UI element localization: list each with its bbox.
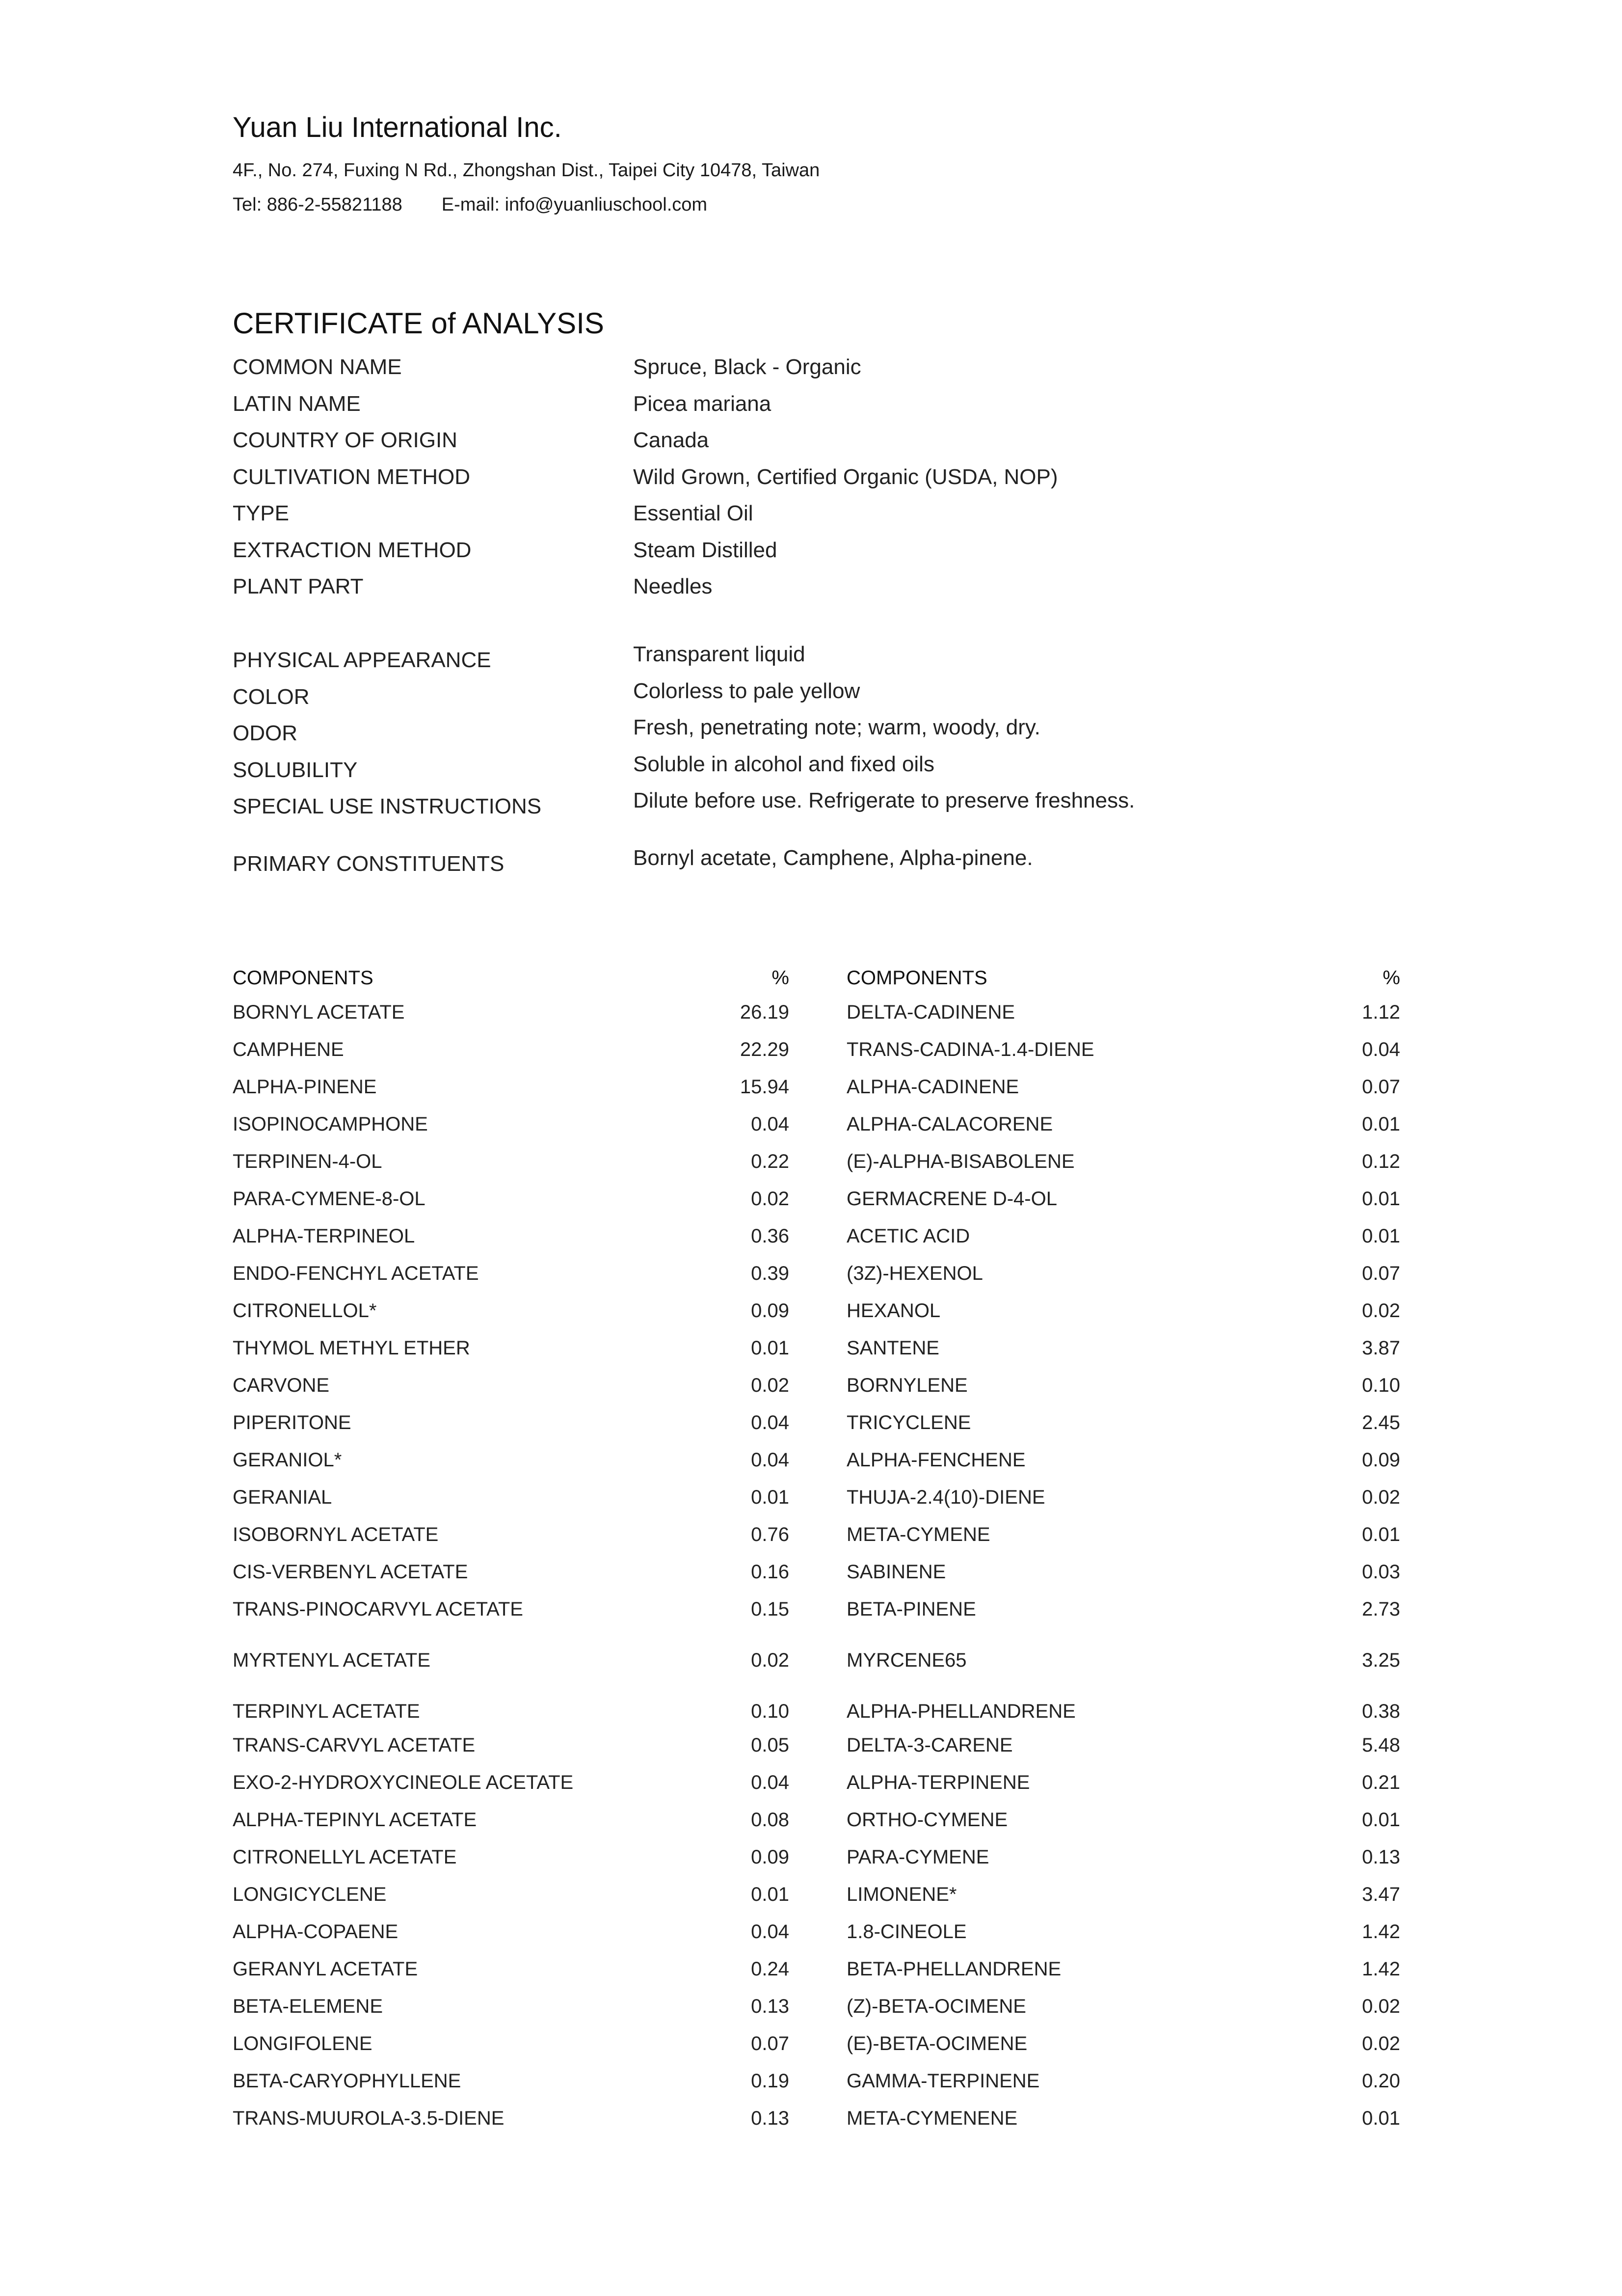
component-percent: 0.09 [1362, 1449, 1400, 1471]
component-name: PARA-CYMENE-8-OL [233, 1188, 425, 1210]
component-percent: 0.12 [1362, 1151, 1400, 1172]
company-name: Yuan Liu International Inc. [233, 111, 562, 143]
component-percent: 0.10 [751, 1701, 789, 1722]
component-name: LIMONENE* [847, 1884, 957, 1905]
component-name: META-CYMENE [847, 1524, 990, 1545]
component-name: GAMMA-TERPINENE [847, 2070, 1040, 2092]
component-name: TRANS-CADINA-1.4-DIENE [847, 1039, 1094, 1060]
component-name: (Z)-BETA-OCIMENE [847, 1996, 1026, 2017]
component-name: GERMACRENE D-4-OL [847, 1188, 1057, 1210]
component-name: GERANYL ACETATE [233, 1958, 418, 1980]
component-percent: 3.47 [1362, 1884, 1400, 1905]
component-percent: 1.42 [1362, 1921, 1400, 1943]
component-name: LONGIFOLENE [233, 2033, 372, 2054]
property-label: ODOR [233, 721, 297, 745]
property-value: Fresh, penetrating note; warm, woody, dry. [633, 715, 1040, 739]
component-percent: 0.08 [751, 1809, 789, 1831]
component-percent: 3.25 [1362, 1649, 1400, 1671]
component-name: ALPHA-PINENE [233, 1076, 377, 1098]
component-percent: 0.04 [751, 1449, 789, 1471]
component-percent: 0.01 [1362, 1113, 1400, 1135]
component-name: 1.8-CINEOLE [847, 1921, 967, 1943]
property-label: PLANT PART [233, 574, 364, 598]
component-percent: 0.02 [1362, 1300, 1400, 1322]
component-name: THUJA-2.4(10)-DIENE [847, 1486, 1045, 1508]
component-percent: 0.01 [1362, 1225, 1400, 1247]
component-percent: 0.02 [1362, 2033, 1400, 2054]
component-name: ENDO-FENCHYL ACETATE [233, 1263, 479, 1284]
property-label: SPECIAL USE INSTRUCTIONS [233, 794, 542, 818]
component-percent: 0.02 [751, 1188, 789, 1210]
property-value: Dilute before use. Refrigerate to preserve freshness. [633, 788, 1135, 812]
component-name: MYRTENYL ACETATE [233, 1649, 431, 1671]
property-value: Wild Grown, Certified Organic (USDA, NOP) [633, 464, 1058, 489]
component-percent: 0.24 [751, 1958, 789, 1980]
property-label: LATIN NAME [233, 391, 361, 416]
property-value: Steam Distilled [633, 538, 777, 562]
component-percent: 0.19 [751, 2070, 789, 2092]
property-label: COUNTRY OF ORIGIN [233, 428, 457, 452]
component-name: CARVONE [233, 1375, 330, 1396]
component-name: TRICYCLENE [847, 1412, 971, 1433]
property-label: COLOR [233, 684, 310, 709]
component-name: EXO-2-HYDROXYCINEOLE ACETATE [233, 1772, 574, 1793]
property-value: Picea mariana [633, 391, 771, 416]
component-name: BETA-CARYOPHYLLENE [233, 2070, 461, 2092]
component-percent: 22.29 [740, 1039, 789, 1060]
component-percent: 0.07 [751, 2033, 789, 2054]
component-name: BETA-PINENE [847, 1598, 976, 1620]
component-percent: 0.02 [751, 1649, 789, 1671]
component-name: ALPHA-COPAENE [233, 1921, 399, 1943]
component-name: TERPINEN-4-OL [233, 1151, 382, 1172]
component-percent: 0.01 [751, 1486, 789, 1508]
component-name: ISOPINOCAMPHONE [233, 1113, 428, 1135]
component-name: ALPHA-TERPINEOL [233, 1225, 415, 1247]
property-label: PHYSICAL APPEARANCE [233, 648, 491, 672]
property-label: EXTRACTION METHOD [233, 538, 472, 562]
component-percent: 15.94 [740, 1076, 789, 1098]
component-name: SABINENE [847, 1561, 946, 1583]
component-name: CITRONELLOL* [233, 1300, 377, 1322]
property-value: Soluble in alcohol and fixed oils [633, 752, 934, 776]
component-name: ALPHA-PHELLANDRENE [847, 1701, 1076, 1722]
component-percent: 0.10 [1362, 1375, 1400, 1396]
component-name: TERPINYL ACETATE [233, 1701, 420, 1722]
component-percent: 0.39 [751, 1263, 789, 1284]
component-name: LONGICYCLENE [233, 1884, 387, 1905]
component-percent: 0.04 [751, 1772, 789, 1793]
component-percent: 0.38 [1362, 1701, 1400, 1722]
components-header: COMPONENTS [847, 967, 987, 989]
property-value: Needles [633, 574, 713, 598]
property-label: PRIMARY CONSTITUENTS [233, 852, 505, 876]
component-percent: 0.13 [1362, 1846, 1400, 1868]
component-percent: 0.15 [751, 1598, 789, 1620]
component-name: HEXANOL [847, 1300, 941, 1322]
component-name: (E)-BETA-OCIMENE [847, 2033, 1028, 2054]
component-percent: 0.02 [1362, 1996, 1400, 2017]
component-percent: 5.48 [1362, 1734, 1400, 1756]
component-percent: 0.01 [1362, 2107, 1400, 2129]
component-percent: 0.02 [1362, 1486, 1400, 1508]
company-address: 4F., No. 274, Fuxing N Rd., Zhongshan Dist., Taipei City 10478, Taiwan [233, 160, 820, 181]
component-name: CIS-VERBENYL ACETATE [233, 1561, 468, 1583]
component-name: ALPHA-TEPINYL ACETATE [233, 1809, 477, 1831]
component-name: BETA-PHELLANDRENE [847, 1958, 1062, 1980]
component-percent: 0.02 [751, 1375, 789, 1396]
component-name: TRANS-MUUROLA-3.5-DIENE [233, 2107, 505, 2129]
component-percent: 0.01 [1362, 1188, 1400, 1210]
property-value: Bornyl acetate, Camphene, Alpha-pinene. [633, 846, 1033, 870]
component-percent: 0.04 [751, 1412, 789, 1433]
component-percent: 0.03 [1362, 1561, 1400, 1583]
component-percent: 0.09 [751, 1846, 789, 1868]
property-label: TYPE [233, 501, 289, 525]
component-name: ALPHA-CADINENE [847, 1076, 1019, 1098]
company-email: E-mail: info@yuanliuschool.com [441, 194, 708, 215]
component-percent: 0.22 [751, 1151, 789, 1172]
component-percent: 0.01 [1362, 1809, 1400, 1831]
component-percent: 2.73 [1362, 1598, 1400, 1620]
component-percent: 0.36 [751, 1225, 789, 1247]
component-name: SANTENE [847, 1337, 939, 1359]
component-name: (3Z)-HEXENOL [847, 1263, 983, 1284]
component-percent: 0.13 [751, 1996, 789, 2017]
component-percent: 0.16 [751, 1561, 789, 1583]
component-percent: 0.04 [751, 1113, 789, 1135]
property-label: CULTIVATION METHOD [233, 464, 470, 489]
component-percent: 3.87 [1362, 1337, 1400, 1359]
component-name: DELTA-3-CARENE [847, 1734, 1013, 1756]
component-name: ISOBORNYL ACETATE [233, 1524, 439, 1545]
component-percent: 0.13 [751, 2107, 789, 2129]
percent-header: % [1383, 967, 1400, 989]
component-name: DELTA-CADINENE [847, 1001, 1015, 1023]
property-value: Canada [633, 428, 709, 452]
property-value: Colorless to pale yellow [633, 678, 860, 703]
component-name: CITRONELLYL ACETATE [233, 1846, 457, 1868]
component-name: BORNYL ACETATE [233, 1001, 405, 1023]
component-name: TRANS-CARVYL ACETATE [233, 1734, 476, 1756]
component-name: MYRCENE65 [847, 1649, 967, 1671]
component-percent: 0.21 [1362, 1772, 1400, 1793]
property-label: COMMON NAME [233, 355, 402, 379]
component-percent: 0.07 [1362, 1263, 1400, 1284]
percent-header: % [771, 967, 789, 989]
component-percent: 0.01 [1362, 1524, 1400, 1545]
component-percent: 1.12 [1362, 1001, 1400, 1023]
component-percent: 0.01 [751, 1337, 789, 1359]
component-name: META-CYMENENE [847, 2107, 1018, 2129]
component-name: (E)-ALPHA-BISABOLENE [847, 1151, 1075, 1172]
component-name: CAMPHENE [233, 1039, 344, 1060]
component-name: ORTHO-CYMENE [847, 1809, 1008, 1831]
component-percent: 26.19 [740, 1001, 789, 1023]
component-name: TRANS-PINOCARVYL ACETATE [233, 1598, 523, 1620]
component-name: PIPERITONE [233, 1412, 351, 1433]
component-name: BORNYLENE [847, 1375, 968, 1396]
component-percent: 2.45 [1362, 1412, 1400, 1433]
property-value: Transparent liquid [633, 642, 805, 666]
component-name: THYMOL METHYL ETHER [233, 1337, 470, 1359]
component-percent: 0.76 [751, 1524, 789, 1545]
component-percent: 1.42 [1362, 1958, 1400, 1980]
company-contact [233, 194, 707, 216]
component-percent: 0.05 [751, 1734, 789, 1756]
property-value: Essential Oil [633, 501, 753, 525]
component-name: PARA-CYMENE [847, 1846, 989, 1868]
component-percent: 0.20 [1362, 2070, 1400, 2092]
property-value: Spruce, Black - Organic [633, 355, 861, 379]
component-name: ALPHA-CALACORENE [847, 1113, 1053, 1135]
component-name: ALPHA-TERPINENE [847, 1772, 1030, 1793]
component-percent: 0.09 [751, 1300, 789, 1322]
component-name: ALPHA-FENCHENE [847, 1449, 1026, 1471]
component-percent: 0.04 [751, 1921, 789, 1943]
component-name: BETA-ELEMENE [233, 1996, 383, 2017]
component-name: GERANIOL* [233, 1449, 342, 1471]
component-percent: 0.07 [1362, 1076, 1400, 1098]
components-header: COMPONENTS [233, 967, 373, 989]
certificate-title: CERTIFICATE of ANALYSIS [233, 307, 604, 340]
component-name: ACETIC ACID [847, 1225, 970, 1247]
component-percent: 0.01 [751, 1884, 789, 1905]
component-name: GERANIAL [233, 1486, 332, 1508]
component-percent: 0.04 [1362, 1039, 1400, 1060]
property-label: SOLUBILITY [233, 757, 358, 782]
company-tel: Tel: 886-2-55821188 [233, 194, 402, 215]
